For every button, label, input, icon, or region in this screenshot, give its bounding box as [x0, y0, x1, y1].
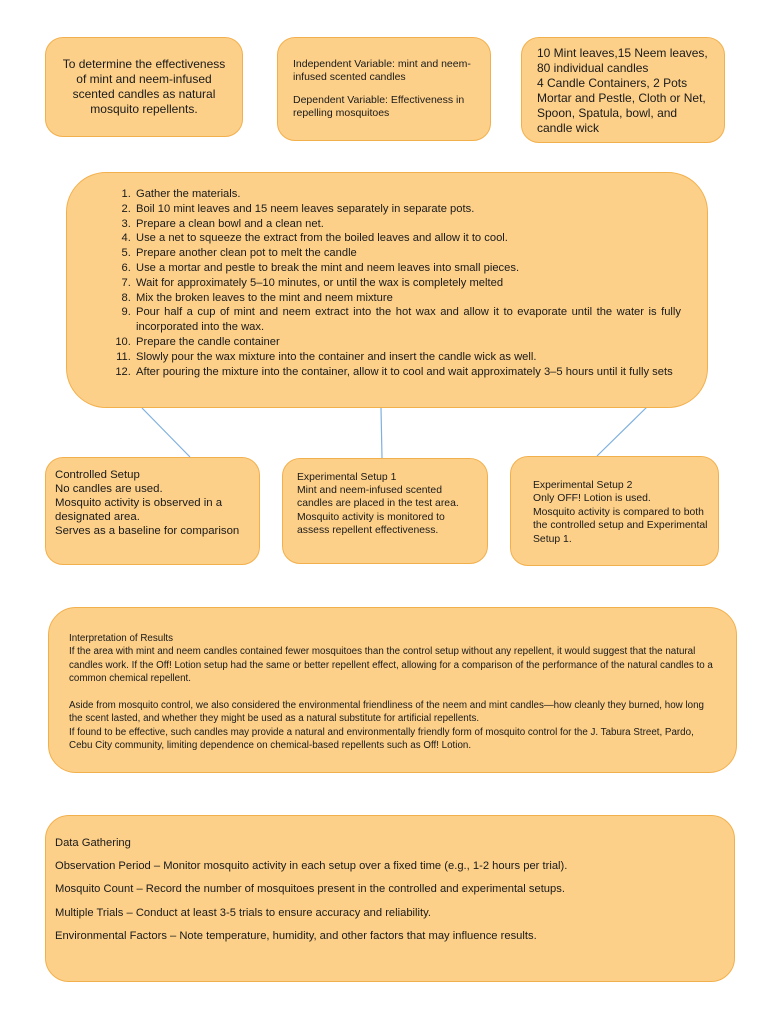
connector-procedure-to-controlled — [142, 408, 190, 457]
materials-line: 10 Mint leaves,15 Neem leaves, 80 individual candles — [537, 46, 708, 75]
controlled-setup-box — [45, 457, 260, 565]
controlled-setup-line: Mosquito activity is observed in a designated area. — [55, 497, 223, 523]
procedure-step: 1. Gather the materials. — [134, 187, 681, 202]
procedure-step: 3. Prepare a clean bowl and a clean net. — [134, 217, 681, 232]
connector-procedure-to-exp2 — [597, 404, 650, 456]
interpretation-paragraph: If the area with mint and neem candles contained fewer mosquitoes than the control setup without any repellent, it would suggest that the natural candles work. If the Off! Lotion setup had the same or better repellent effect, allowing for a comparison of the performance of the natural candles to a common chemical repellent. — [69, 646, 713, 685]
data-gathering-item: Multiple Trials – Conduct at least 3-5 trials to ensure accuracy and reliability. — [55, 906, 431, 919]
procedure-step: 2. Boil 10 mint leaves and 15 neem leaves separately in separate pots. — [134, 202, 681, 217]
experimental-setup-1-box — [282, 458, 488, 564]
experimental-setup-1-line: Mosquito activity is monitored to assess repellent effectiveness. — [297, 511, 445, 536]
interpretation-title: Interpretation of Results — [69, 633, 174, 644]
controlled-setup-line: Serves as a baseline for comparison — [55, 525, 240, 537]
procedure-step: 5. Prepare another clean pot to melt the candle — [134, 246, 681, 261]
procedure-step: 12. After pouring the mixture into the container, allow it to cool and wait approximately 3–5 hours until it fully sets — [134, 365, 681, 380]
dependent-variable: Dependent Variable: Effectiveness in repelling mosquitoes — [293, 94, 465, 119]
interpretation-paragraph: If found to be effective, such candles may provide a natural and environmentally friendly form of mosquito control for the J. Tabura Street, Pardo, Cebu City community, limiting dependence on chemical-based repellents such as Off! Lotion. — [69, 726, 694, 752]
interpretation-box — [48, 607, 737, 773]
materials-line: Mortar and Pestle, Cloth or Net, Spoon, Spatula, bowl, and candle wick — [537, 91, 706, 135]
data-gathering-item: Mosquito Count – Record the number of mosquitoes present in the controlled and experimental setups. — [55, 883, 565, 896]
experimental-setup-2-line: Mosquito activity is compared to both the controlled setup and Experimental Setup 1. — [533, 506, 708, 545]
experimental-setup-1-title: Experimental Setup 1 — [297, 472, 397, 483]
procedure-step: 4. Use a net to squeeze the extract from the boiled leaves and allow it to cool. — [134, 231, 681, 246]
data-gathering-item: Environmental Factors – Note temperature, humidity, and other factors that may influence results. — [55, 929, 537, 942]
procedure-step: 9. Pour half a cup of mint and neem extract into the hot wax and allow it to evaporate until the water is fully incorporated into the wax. — [134, 305, 681, 335]
independent-variable: Independent Variable: mint and neem-infused scented candles — [293, 58, 471, 83]
procedure-list — [113, 187, 681, 379]
procedure-box — [66, 172, 708, 408]
connector-procedure-to-exp1 — [381, 408, 382, 458]
interpretation-paragraph: Aside from mosquito control, we also considered the environmental friendliness of the neem and mint candles—how cleanly they burned, how long the scent lasted, and whether they might be used as a natural substitute for artificial repellents. — [69, 700, 704, 725]
data-gathering-title: Data Gathering — [55, 837, 131, 849]
procedure-step: 11. Slowly pour the wax mixture into the container and insert the candle wick as well. — [134, 350, 681, 365]
materials-box — [521, 37, 725, 143]
controlled-setup-title: Controlled Setup — [55, 469, 140, 481]
procedure-step: 8. Mix the broken leaves to the mint and neem mixture — [134, 291, 681, 306]
experimental-setup-2-line: Only OFF! Lotion is used. — [533, 493, 651, 505]
experimental-setup-2-title: Experimental Setup 2 — [533, 480, 633, 491]
procedure-step: 10. Prepare the candle container — [134, 335, 681, 350]
experimental-setup-1-line: Mint and neem-infused scented candles are placed in the test area. — [297, 485, 459, 510]
materials-line: 4 Candle Containers, 2 Pots — [537, 76, 688, 90]
objective-box — [45, 37, 243, 137]
data-gathering-item: Observation Period – Monitor mosquito activity in each setup over a fixed time (e.g., 1-2 hours per trial). — [55, 860, 568, 873]
procedure-step: 6. Use a mortar and pestle to break the mint and neem leaves into small pieces. — [134, 261, 681, 276]
experimental-setup-2-box — [510, 456, 719, 566]
variables-box — [277, 37, 491, 141]
objective-text: To determine the effectiveness of mint and neem-infused scented candles as natural mosquito repellents. — [62, 57, 226, 116]
procedure-step: 7. Wait for approximately 5–10 minutes, or until the wax is completely melted — [134, 276, 681, 291]
data-gathering-box — [45, 815, 735, 982]
controlled-setup-line: No candles are used. — [55, 483, 163, 495]
